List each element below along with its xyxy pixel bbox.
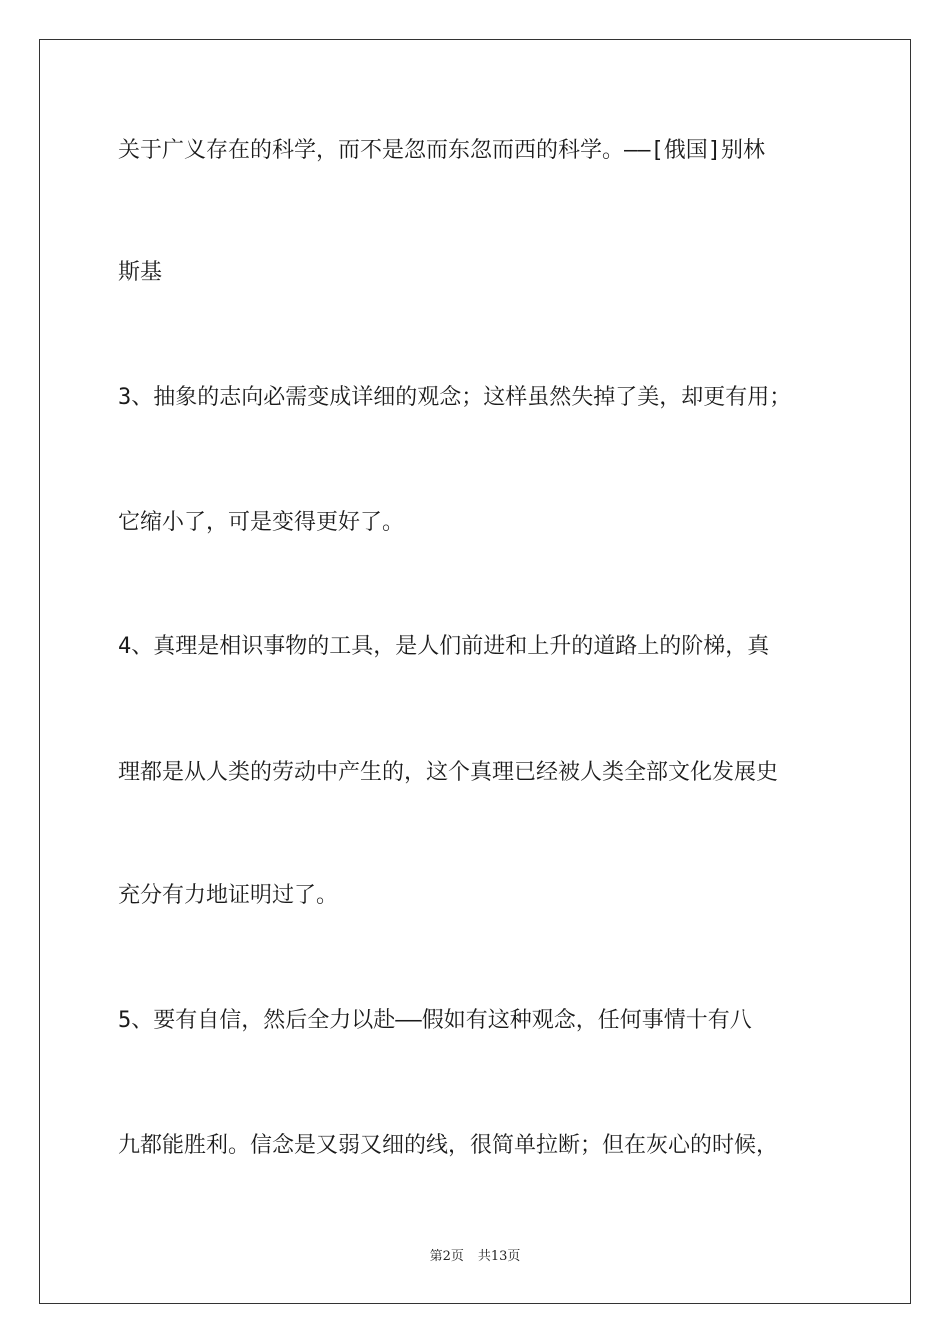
- text-line: 充分有力地证明过了。: [118, 883, 339, 908]
- text-line: 关于广义存在的科学，而不是忽而东忽而西的科学。——[俄国]别林: [118, 138, 765, 163]
- text-line: 斯基: [118, 260, 163, 285]
- text-line: 理都是从人类的劳动中产生的，这个真理已经被人类全部文化发展史: [118, 760, 779, 785]
- text-line: 3、抽象的志向必需变成详细的观念；这样虽然失掉了美，却更有用；: [118, 385, 792, 410]
- text-line: 九都能胜利。信念是又弱又细的线，很简单拉断；但在灰心的时候，: [118, 1133, 779, 1158]
- text-line: 它缩小了，可是变得更好了。: [118, 510, 405, 535]
- text-line: 5、要有自信，然后全力以赴——假如有这种观念，任何事情十有八: [118, 1008, 752, 1033]
- page-border: [39, 39, 911, 1304]
- page-total: 共13页: [477, 1249, 521, 1264]
- page-number: 第2页: [429, 1249, 464, 1264]
- text-line: 4、真理是相识事物的工具，是人们前进和上升的道路上的阶梯，真: [118, 634, 770, 659]
- page-footer: [0, 1248, 950, 1266]
